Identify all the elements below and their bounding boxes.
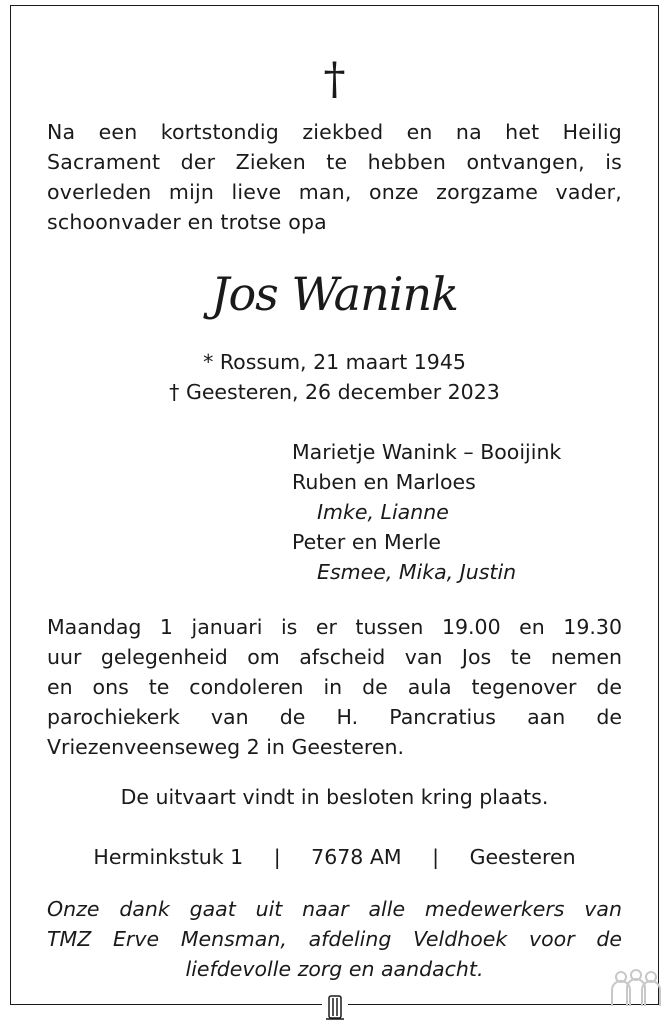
address-separator: | <box>432 845 440 869</box>
thanks-line: Onze dank gaat uit naar alle medewerkers van <box>47 897 622 921</box>
intro-line: schoonvader en trotse opa <box>47 210 327 234</box>
visit-line: uur gelegenheid om afscheid van Jos te nemen <box>47 645 622 669</box>
visit-line: parochiekerk van de H. Pancratius aan de <box>47 705 622 729</box>
visitation-text <box>47 612 622 762</box>
address-city: Geesteren <box>469 845 576 869</box>
cross-icon: † <box>323 54 346 105</box>
intro-text <box>47 117 622 237</box>
family-line-grandchildren: Imke, Lianne <box>317 500 449 524</box>
thanks-line: liefdevolle zorg en aandacht. <box>185 957 484 981</box>
address-separator: | <box>273 845 281 869</box>
family-line: Peter en Merle <box>292 530 441 554</box>
address-postal: 7678 AM <box>311 845 402 869</box>
visit-line: en ons te condoleren in de aula tegenover de <box>47 675 622 699</box>
visit-line: Vriezenveenseweg 2 in Geesteren. <box>47 735 404 759</box>
deceased-name: Jos Wanink <box>211 267 458 321</box>
family-list <box>292 437 561 587</box>
death-line: † Geesteren, 26 december 2023 <box>169 380 500 404</box>
people-group-icon <box>607 968 661 1008</box>
birth-line: * Rossum, 21 maart 1945 <box>203 350 466 374</box>
address-street: Herminkstuk 1 <box>93 845 244 869</box>
family-line: Marietje Wanink – Booijink <box>292 440 562 464</box>
intro-line: Sacrament der Zieken te hebben ontvangen, is <box>47 150 622 174</box>
visit-line: Maandag 1 januari is er tussen 19.00 en 19.30 <box>47 615 622 639</box>
family-line-grandchildren: Esmee, Mika, Justin <box>317 560 517 584</box>
family-line: Ruben en Marloes <box>292 470 476 494</box>
thanks-line: TMZ Erve Mensman, afdeling Veldhoek voor de <box>47 927 622 951</box>
address <box>0 842 669 872</box>
intro-line: Na een kortstondig ziekbed en na het Heilig <box>47 120 622 144</box>
private-funeral-text: De uitvaart vindt in besloten kring plaats. <box>120 785 549 809</box>
thanks-text <box>47 894 622 984</box>
candle-icon <box>322 992 348 1022</box>
intro-line: overleden mijn lieve man, onze zorgzame vader, <box>47 180 622 204</box>
life-dates <box>0 347 669 407</box>
